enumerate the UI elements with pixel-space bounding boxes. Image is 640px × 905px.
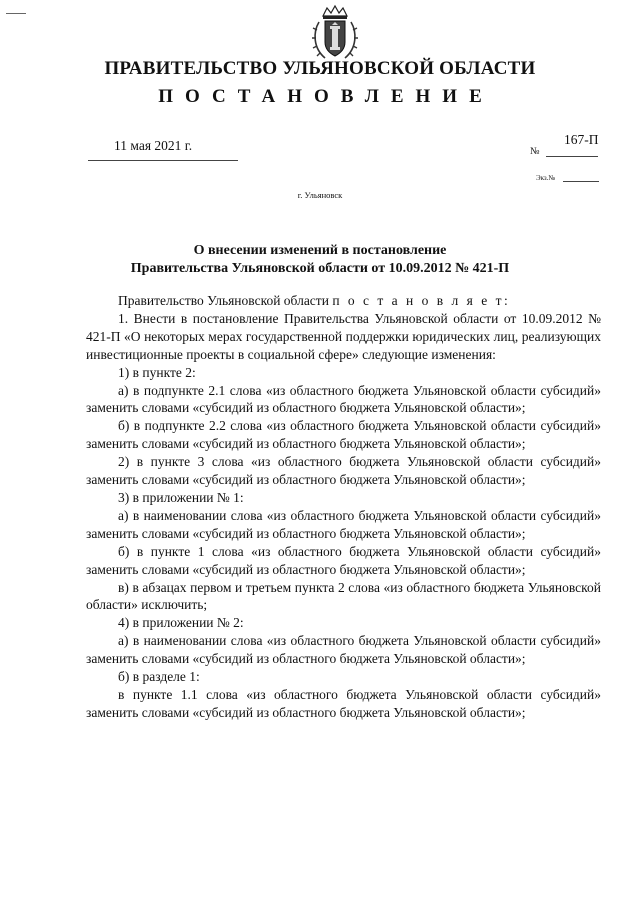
- paragraph-1: 1. Внести в постановление Правительства Ульяновской области от 10.09.2012 № 421-П «О некоторых мерах государственной поддержки юридических лиц, реализующих инвестиционные проекты в социальной сфере» следующие изменения:: [86, 310, 601, 362]
- date-underline: [88, 160, 238, 161]
- city-name: г. Ульяновск: [297, 190, 343, 200]
- number-underline: [546, 156, 598, 157]
- government-name: ПРАВИТЕЛЬСТВО УЛЬЯНОВСКОЙ ОБЛАСТИ: [104, 58, 536, 79]
- paragraph-1-4-a: а) в наименовании слова «из областного бюджета Ульяновской области субсидий» заменить словами «субсидий из областного бюджета Ульяновской области»;: [86, 633, 601, 667]
- paragraph-1-3-b: б) в пункте 1 слова «из областного бюджета Ульяновской области субсидий» заменить словами «субсидий из областного бюджета Ульяновской области»;: [86, 543, 601, 577]
- paragraph-1-1-a: а) в подпункте 2.1 слова «из областного бюджета Ульяновской области субсидий» заменить словами «субсидий из областного бюджета Ульяновской области»;: [86, 382, 601, 416]
- paragraph-1-4-b: б) в разделе 1:: [118, 669, 200, 685]
- number-label: №: [530, 146, 540, 157]
- preamble: [86, 292, 601, 310]
- paragraph-1-3: 3) в приложении № 1:: [118, 489, 244, 505]
- title-line-2: Правительства Ульяновской области от 10.09.2012 № 421-П: [130, 261, 510, 276]
- copy-number-underline: [563, 181, 599, 182]
- paragraph-1-2: 2) в пункте 3 слова «из областного бюджета Ульяновской области субсидий» заменить словами «субсидий из областного бюджета Ульяновской области»;: [86, 454, 601, 488]
- preamble-subject: Правительство Ульяновской области: [118, 293, 329, 308]
- title-line-1: О внесении изменений в постановление: [193, 243, 447, 258]
- coat-of-arms-emblem: [305, 4, 365, 64]
- paragraph-1-4-b-item: в пункте 1.1 слова «из областного бюджета Ульяновской области субсидий» заменить словами «субсидий из областного бюджета Ульяновской области»;: [86, 686, 601, 720]
- paragraph-1-1: 1) в пункте 2:: [118, 364, 196, 380]
- paragraph-1-3-c: в) в абзацах первом и третьем пункта 2 слова «из областного бюджета Ульяновской области» исключить;: [86, 579, 601, 613]
- document-type: ПОСТАНОВЛЕНИЕ: [158, 86, 494, 107]
- paragraph-1-1-b: б) в подпункте 2.2 слова «из областного бюджета Ульяновской области субсидий» заменить словами «субсидий из областного бюджета Ульяновской области»;: [86, 418, 601, 452]
- copy-number-label: Экз.№: [536, 174, 556, 182]
- paragraph-1-3-a: а) в наименовании слова «из областного бюджета Ульяновской области субсидий» заменить словами «субсидий из областного бюджета Ульяновской области»;: [86, 507, 601, 541]
- corner-mark: [6, 13, 26, 14]
- preamble-verb: п о с т а н о в л я е т:: [332, 293, 511, 308]
- decree-number: 167-П: [564, 132, 599, 147]
- decree-body: [86, 292, 601, 722]
- paragraph-1-4: 4) в приложении № 2:: [118, 615, 244, 631]
- decree-date: 11 мая 2021 г.: [114, 138, 193, 153]
- decree-title: [0, 242, 640, 278]
